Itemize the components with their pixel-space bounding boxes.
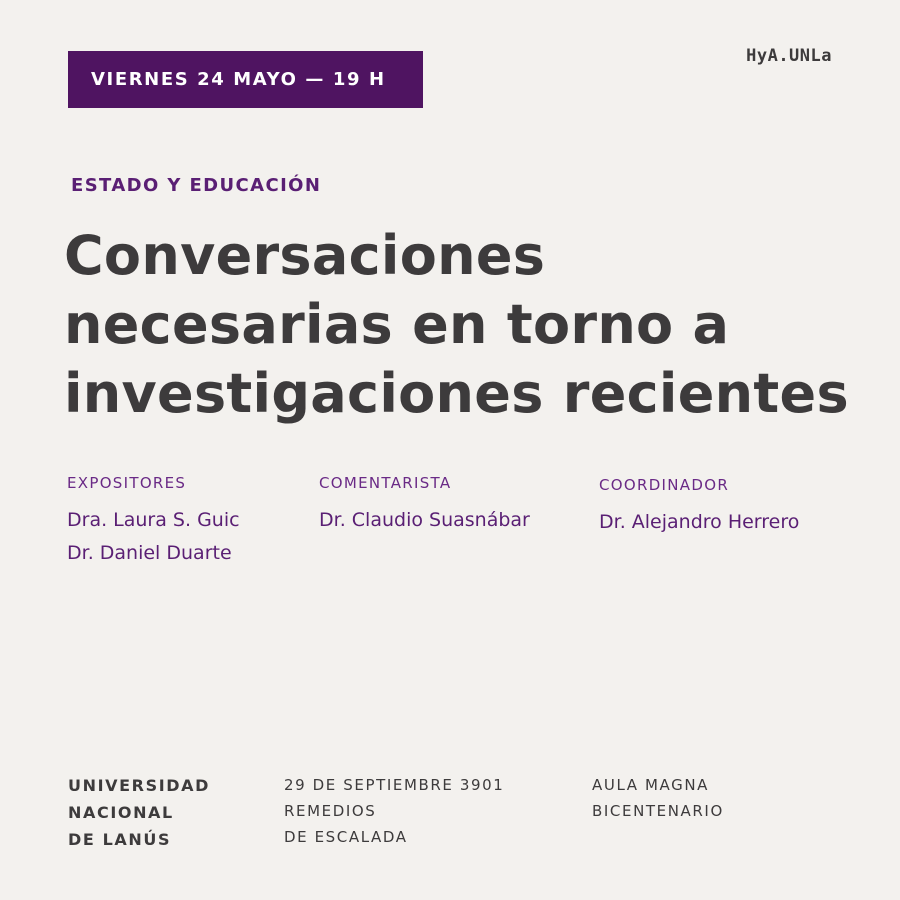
venue: [592, 772, 724, 824]
university-line: DE LANÚS: [68, 830, 172, 849]
title-line: investigaciones recientes: [64, 362, 849, 425]
person-name: Dr. Claudio Suasnábar: [319, 509, 530, 531]
address-line: 29 DE SEPTIEMBRE 3901: [284, 776, 505, 794]
person-name: Dr. Alejandro Herrero: [599, 511, 800, 533]
venue-line: BICENTENARIO: [592, 802, 724, 820]
date-text: VIERNES 24 MAYO — 19 H: [91, 69, 386, 90]
university-line: UNIVERSIDAD: [68, 776, 210, 795]
address-line: REMEDIOS: [284, 802, 377, 820]
university-line: NACIONAL: [68, 803, 174, 822]
role-comentarista: [319, 474, 530, 537]
title-line: Conversaciones: [64, 224, 546, 287]
title-line: necesarias en torno a: [64, 293, 730, 356]
address-line: DE ESCALADA: [284, 828, 408, 846]
university-name: [68, 772, 210, 853]
role-expositores: [67, 474, 240, 570]
role-label: EXPOSITORES: [67, 474, 187, 492]
person-name: Dra. Laura S. Guic: [67, 509, 240, 531]
address: [284, 772, 504, 850]
logo: HyA.UNLa: [746, 46, 832, 66]
category-label: ESTADO Y EDUCACIÓN: [71, 175, 322, 196]
role-label: COORDINADOR: [599, 476, 730, 494]
role-coordinador: [599, 476, 799, 539]
venue-line: AULA MAGNA: [592, 776, 710, 794]
person-name: Dr. Daniel Duarte: [67, 542, 232, 564]
role-label: COMENTARISTA: [319, 474, 452, 492]
event-title: [64, 221, 864, 428]
date-banner: [68, 51, 423, 108]
